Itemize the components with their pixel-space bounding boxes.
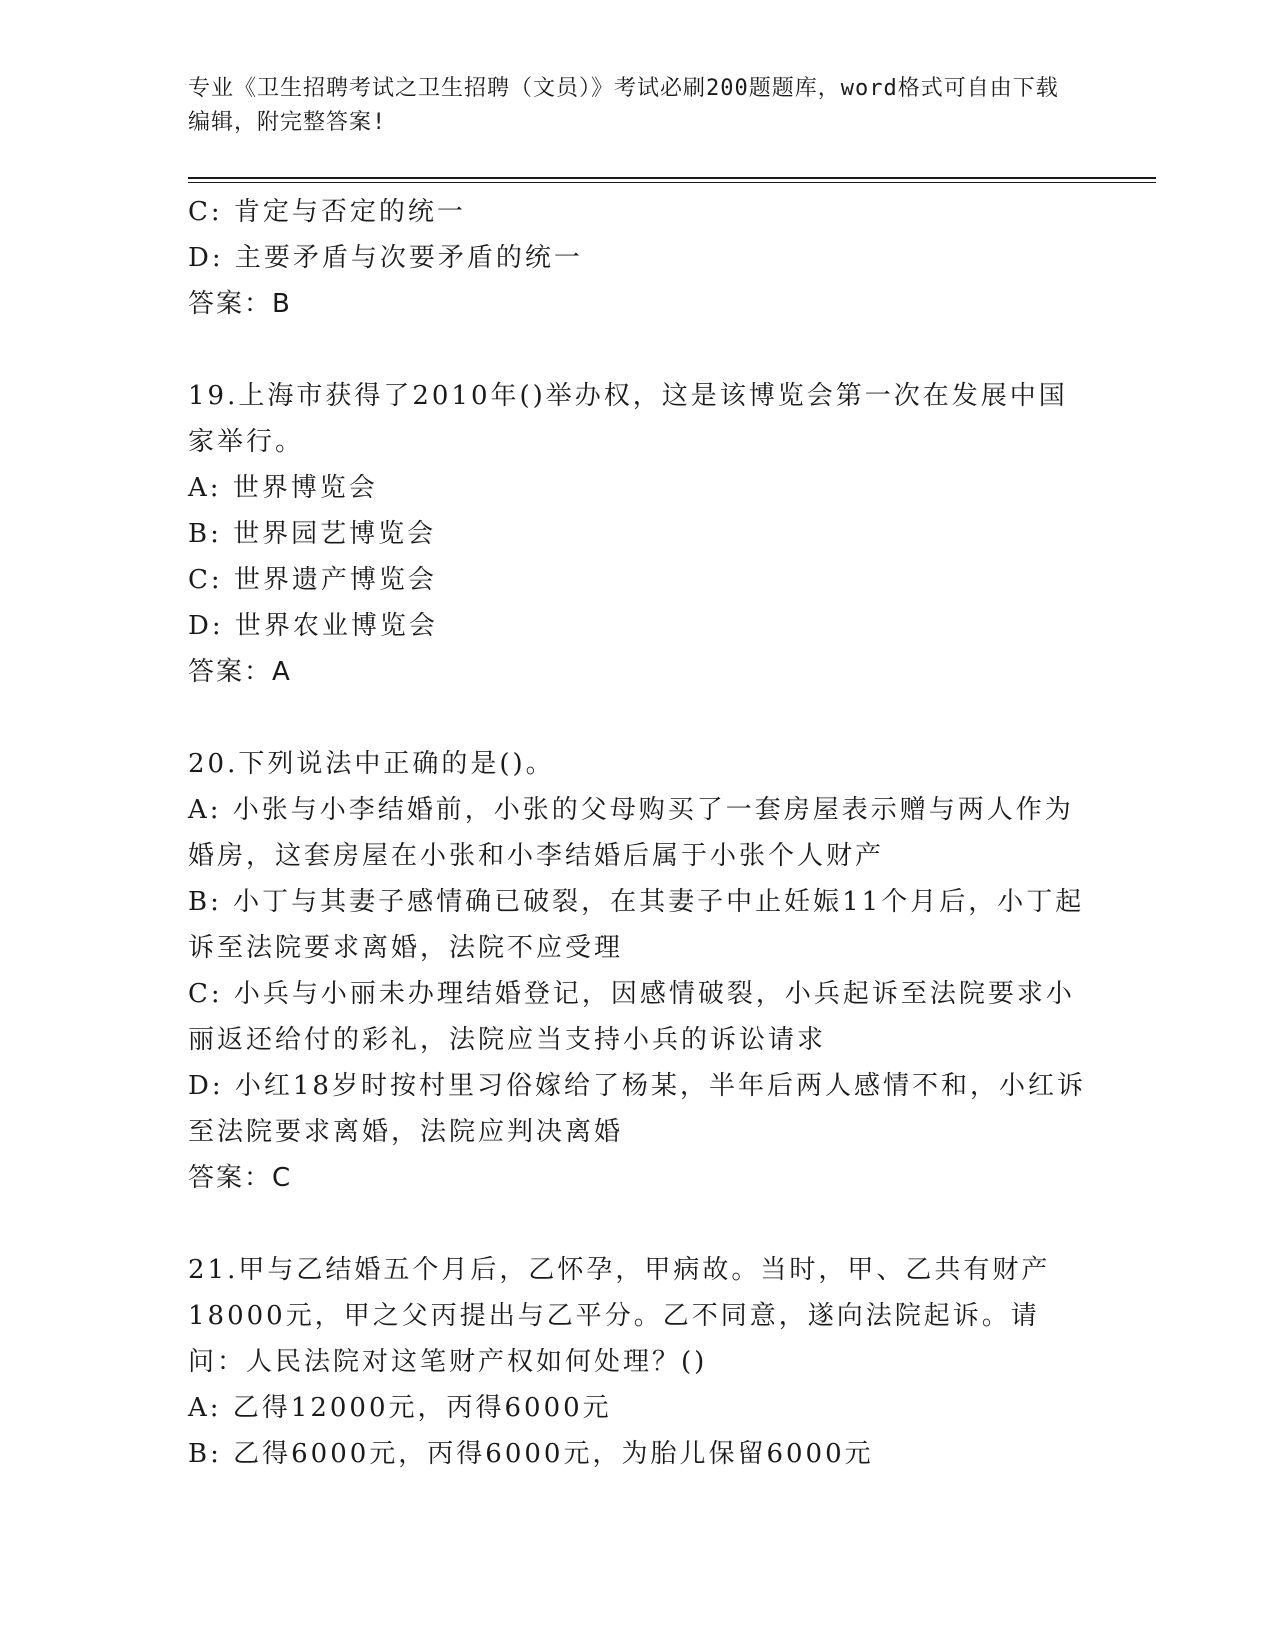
header-divider-thick bbox=[188, 177, 1156, 179]
question-20 bbox=[188, 741, 1088, 1201]
answer-line: 答案：A bbox=[188, 657, 292, 687]
option-d: D: 小红18岁时按村里习俗嫁给了杨某，半年后两人感情不和，小红诉至法院要求离婚，法院应判决离婚 bbox=[188, 1071, 1086, 1147]
option-b: B: 小丁与其妻子感情确已破裂，在其妻子中止妊娠11个月后，小丁起诉至法院要求离婚，法院不应受理 bbox=[188, 887, 1085, 963]
answer-line: 答案：B bbox=[188, 289, 292, 319]
option-a: A: 世界博览会 bbox=[188, 473, 378, 503]
option-d: D: 主要矛盾与次要矛盾的统一 bbox=[188, 243, 583, 273]
option-c: C: 世界遗产博览会 bbox=[188, 565, 437, 595]
option-c: C: 小兵与小丽未办理结婚登记，因感情破裂，小兵起诉至法院要求小丽返还给付的彩礼，法院应当支持小兵的诉讼请求 bbox=[188, 979, 1075, 1055]
question-18-tail bbox=[188, 189, 1088, 327]
option-b: B: 世界园艺博览会 bbox=[188, 519, 437, 549]
answer-line: 答案：C bbox=[188, 1163, 293, 1193]
option-c: C: 肯定与否定的统一 bbox=[188, 197, 466, 227]
question-list bbox=[188, 189, 1088, 1477]
spacer bbox=[188, 327, 1088, 373]
option-b: B: 乙得6000元，丙得6000元，为胎儿保留6000元 bbox=[188, 1439, 874, 1469]
option-d: D: 世界农业博览会 bbox=[188, 611, 438, 641]
question-19 bbox=[188, 373, 1088, 695]
option-a: A: 小张与小李结婚前，小张的父母购买了一套房屋表示赠与两人作为婚房，这套房屋在小张和小李结婚后属于小张个人财产 bbox=[188, 795, 1074, 871]
header-title: 专业《卫生招聘考试之卫生招聘（文员）》考试必刷200题题库，word格式可自由下载编辑，附完整答案! bbox=[188, 76, 1059, 135]
header-divider-thin bbox=[188, 182, 1156, 183]
document-header bbox=[188, 72, 1068, 140]
option-a: A: 乙得12000元，丙得6000元 bbox=[188, 1393, 612, 1423]
question-stem: 21.甲与乙结婚五个月后，乙怀孕，甲病故。当时，甲、乙共有财产18000元，甲之父丙提出与乙平分。乙不同意，遂向法院起诉。请问：人民法院对这笔财产权如何处理？() bbox=[188, 1255, 1051, 1377]
question-stem: 20.下列说法中正确的是()。 bbox=[188, 749, 555, 779]
question-stem: 19.上海市获得了2010年()举办权，这是该博览会第一次在发展中国家举行。 bbox=[188, 381, 1068, 457]
spacer bbox=[188, 695, 1088, 741]
question-21 bbox=[188, 1247, 1088, 1477]
spacer bbox=[188, 1201, 1088, 1247]
